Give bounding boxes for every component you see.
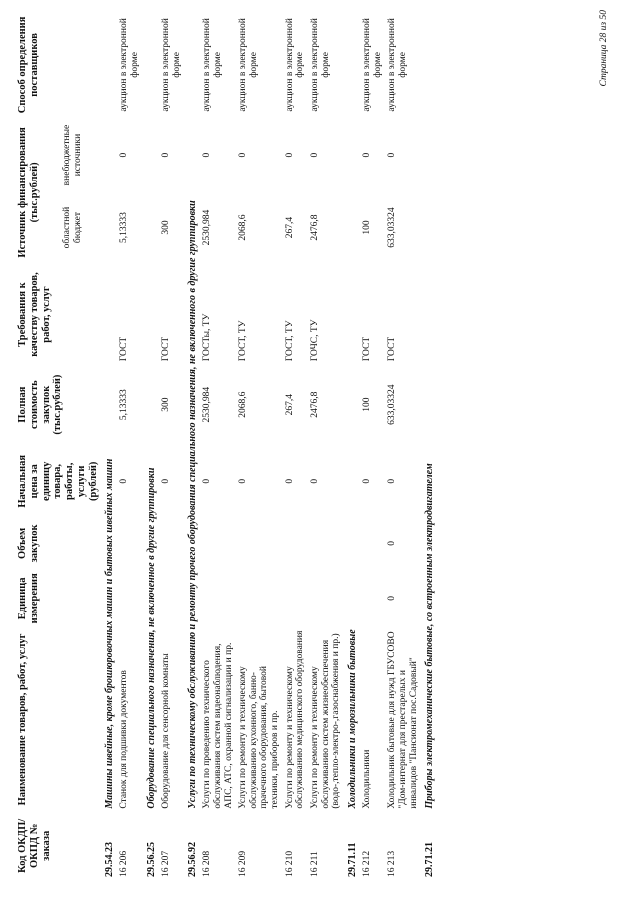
item-requirements: ГОСТ	[387, 336, 398, 362]
item-budget: 100	[362, 220, 372, 235]
page-footer: Страница 28 из 50	[599, 10, 609, 87]
item-total: 100	[362, 397, 372, 412]
item-unit	[360, 569, 385, 627]
item-price: 0	[119, 478, 130, 484]
item-price: 0	[284, 478, 295, 484]
item-name: Услуги по проведению технического обслуживания систем видеонаблюдения, АПС, АТС, охранной сигнализации и пр.	[202, 642, 234, 809]
item-total: 2476,8	[309, 391, 320, 418]
order-number: 16 208	[202, 850, 213, 877]
group-row	[184, 10, 200, 880]
item-extra: 0	[309, 152, 320, 158]
item-budget: 2530,984	[202, 209, 213, 246]
header-source-budget: областной бюджет	[61, 206, 83, 249]
item-requirements: ГОСТ	[160, 336, 171, 362]
item-volume	[360, 518, 385, 570]
group-row	[101, 10, 117, 880]
item-budget: 5,13333	[119, 212, 130, 243]
item-total: 300	[160, 397, 171, 412]
item-price: 0	[238, 478, 249, 484]
procurement-table	[15, 10, 437, 880]
group-code: 29.71.21	[424, 842, 436, 877]
item-total: 633,03324	[387, 384, 398, 425]
item-name: Услуги по ремонту и техническому обслуживанию систем жизнеобеспечения (водо-,тепло-электро-,газоснабжения и пр.)	[309, 633, 342, 809]
item-unit	[236, 569, 283, 627]
item-price: 0	[362, 478, 372, 484]
item-budget: 267,4	[284, 216, 295, 239]
table-row	[308, 10, 344, 880]
group-code: 29.71.11	[346, 842, 358, 877]
item-method: аукцион в электронной форме	[362, 18, 383, 112]
order-number: 16 206	[119, 850, 130, 877]
table-row	[236, 10, 283, 880]
order-number: 16 207	[160, 850, 171, 877]
item-volume: 0	[387, 541, 398, 546]
item-method: аукцион в электронной форме	[202, 18, 223, 112]
item-requirements: ГОСТы, ТУ	[202, 313, 213, 362]
header-code: Код ОКДП/ ОКПД № заказа	[17, 818, 52, 873]
item-method: аукцион в электронной форме	[284, 18, 306, 112]
group-row	[344, 10, 360, 880]
item-unit	[200, 569, 236, 627]
item-requirements: ГОСТ	[362, 336, 372, 362]
item-volume	[308, 518, 344, 570]
item-unit	[283, 569, 308, 627]
group-title: Машины швейные, кроме брошюровочных машин и бытовых швейных машин	[104, 458, 116, 809]
item-name: Услуги по ремонту и техническому обслуживанию медицинского оборудования	[284, 630, 306, 809]
item-unit	[308, 569, 344, 627]
item-requirements: ГОЧС, ТУ	[309, 319, 320, 362]
item-extra: 0	[238, 152, 249, 158]
item-extra: 0	[284, 152, 295, 158]
order-number: 16 211	[309, 851, 320, 877]
item-extra: 0	[362, 152, 372, 158]
item-extra: 0	[387, 152, 398, 158]
item-total: 2068,6	[238, 391, 249, 418]
item-method: аукцион в электронной форме	[238, 18, 259, 112]
item-volume	[283, 518, 308, 570]
order-number: 16 212	[362, 850, 372, 877]
document-page	[15, 10, 615, 880]
item-price: 0	[160, 478, 171, 484]
table-body	[101, 10, 437, 880]
item-unit	[159, 569, 184, 627]
group-title: Оборудование специального назначения, не включенное в другие группировки	[145, 467, 157, 809]
group-code: 29.56.25	[145, 842, 157, 877]
table-row	[159, 10, 184, 880]
item-budget: 2476,8	[309, 214, 320, 241]
header-source-extra: внебюджетные источники	[61, 124, 83, 186]
order-number: 16 213	[387, 850, 398, 877]
header-volume: Объем закупок	[17, 524, 40, 563]
item-total: 5,13333	[119, 389, 130, 421]
item-volume	[236, 518, 283, 570]
item-method: аукцион в электронной форме	[309, 18, 331, 112]
group-code: 29.54.23	[104, 842, 116, 877]
item-volume	[200, 518, 236, 570]
header-total: Полная стоимость закупок (тыс.рублей)	[17, 374, 64, 435]
item-name: Станок для подшивки документов	[119, 670, 130, 809]
table-row	[283, 10, 308, 880]
item-requirements: ГОСТ, ТУ	[284, 320, 295, 362]
item-total: 267,4	[284, 393, 295, 416]
item-budget: 300	[160, 220, 171, 235]
item-unit	[117, 569, 142, 627]
item-method: аукцион в электронной форме	[160, 18, 182, 112]
item-extra: 0	[160, 152, 171, 158]
item-volume	[117, 518, 142, 570]
table-row	[200, 10, 236, 880]
header-requirements: Требования к качеству товаров, работ, услуг	[17, 272, 52, 357]
item-name: Холодильник бытовые для нужд ГБУСОВО "Дом-интернат для престарелых и инвалидов "Пансионат пос.Садовый"	[387, 631, 419, 809]
item-name: Холодильники	[362, 749, 372, 809]
item-name: Услуги по ремонту и техническому обслуживанию кухонного, банно-прачечного оборудования, бытовой техники, приборов и пр.	[238, 666, 281, 809]
header-source: Источник финансирования (тыс.рублей)	[17, 127, 40, 258]
header-price: Начальная цена за единицу товара, работы, услуги (рублей)	[17, 454, 99, 508]
item-name: Оборудование для сенсорной комнаты	[160, 653, 171, 809]
group-title: Холодильники и морозильники бытовые	[346, 629, 358, 809]
item-method: аукцион в электронной форме	[119, 18, 141, 112]
group-title: Услуги по техническому обслуживанию и ремонту прочего оборудования специального назначения, не включенного в другие группировки	[187, 200, 199, 809]
order-number: 16 210	[284, 850, 295, 877]
table-row	[385, 10, 421, 880]
item-total: 2530,984	[202, 386, 213, 423]
item-unit: 0	[387, 595, 398, 601]
group-code: 29.56.92	[187, 842, 199, 877]
table-header-row	[15, 10, 60, 880]
header-method: Способ определения поставщиков	[17, 16, 40, 114]
item-price: 0	[202, 478, 213, 484]
item-method: аукцион в электронной форме	[387, 18, 408, 112]
header-unit: Единица измерения	[17, 573, 40, 624]
item-extra: 0	[119, 152, 130, 158]
group-row	[421, 10, 437, 880]
order-number: 16 209	[238, 850, 249, 877]
item-price: 0	[387, 478, 398, 484]
item-budget: 2068,6	[238, 214, 249, 241]
item-volume	[159, 518, 184, 570]
item-requirements: ГОСТ, ТУ	[238, 320, 249, 362]
table-row	[117, 10, 142, 880]
item-price: 0	[309, 478, 320, 484]
item-requirements: ГОСТ	[119, 336, 130, 362]
table-row	[360, 10, 385, 880]
header-name: Наименование товаров, работ, услуг	[17, 633, 28, 806]
item-budget: 633,03324	[387, 207, 398, 248]
group-title: Приборы электромеханические бытовые, со встроенным электродвигателем	[424, 463, 436, 809]
item-extra: 0	[202, 152, 213, 158]
group-row	[143, 10, 159, 880]
